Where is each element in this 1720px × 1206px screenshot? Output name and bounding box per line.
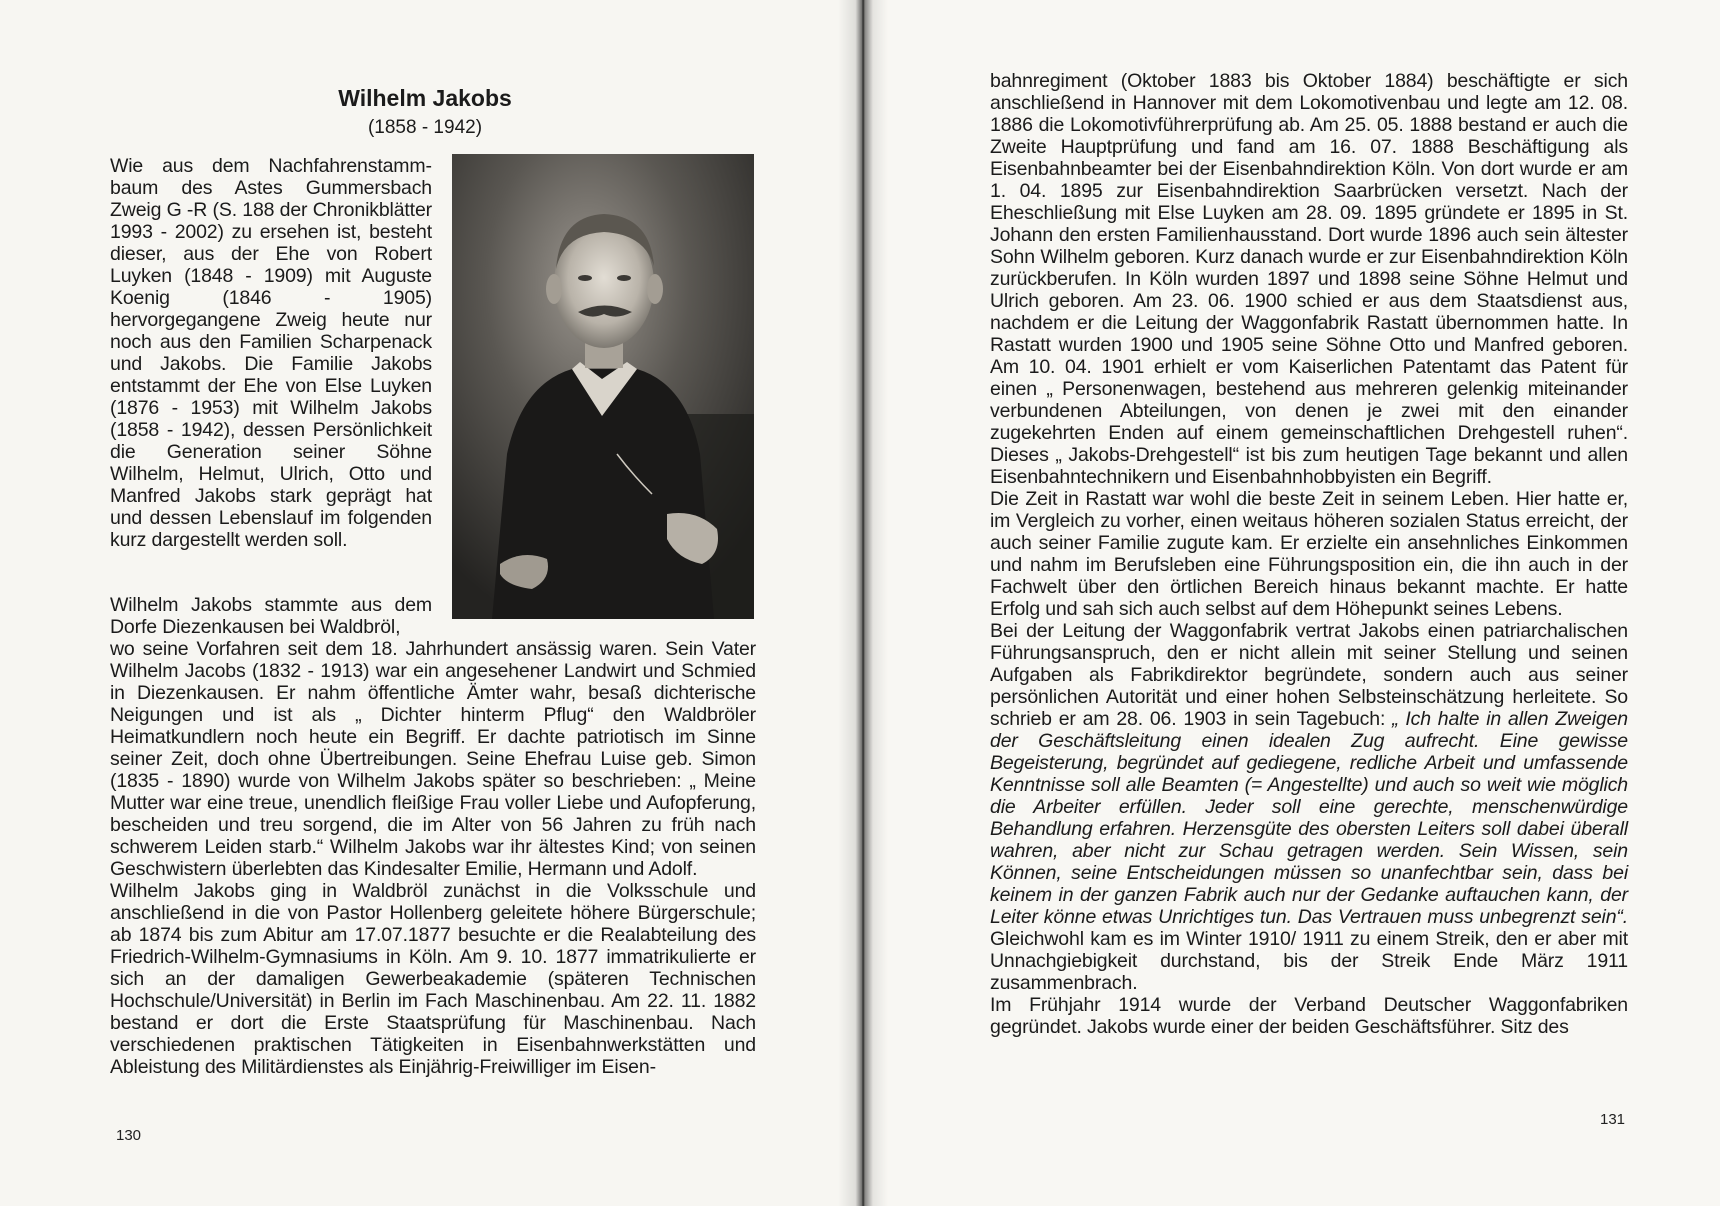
paragraph-career: bahnregiment (Oktober 1883 bis Oktober 1884) beschäftigte er sich anschließend in Hannover mit dem Lokomotivenbau und legte am 12. 08. 1886 die Lokomotivführerprüfung ab. Am 25. 05. 1888 bestand er auch die Zweite Hauptprüfung und fand am 16. 07. 1888 Beschäftigung als Eisenbahnbeamter bei der Eisenbahndirektion Köln. Von dort wurde er am 1. 04. 1895 zur Eisenbahndirektion Saarbrücken versetzt. Nach der Eheschließung mit Else Luyken am 28. 09. 1895 gründete er 1895 in St. Johann den ersten Familienhausstand. Dort wurde 1896 auch sein ältester Sohn Wilhelm geboren. Kurz danach wurde er zur Eisenbahndirektion Köln zurückberufen. In Köln wurden 1897 und 1898 seine Söhne Helmut und Ulrich geboren. Am 23. 06. 1900 schied er aus dem Staatsdienst aus, nachdem er die Leitung der Waggonfabrik Rastatt übernommen hatte. In Rastatt wurden 1900 und 1905 seine Söhne Otto und Manfred geboren. Am 10. 04. 1901 erhielt er vom Kaiserlichen Patentamt das Patent für einen „ Personenwagen, bestehend aus mehreren gelenkig miteinander verbundenen Abteilungen, von denen je zwei mit den einander zugekehrten Enden auf einem gemeinschaftlichen Drehgestell ruhen“. Dieses „ Jakobs-Drehgestell“ ist bis zum heutigen Tage bekannt und allen Eisenbahntechnikern und Eisenbahnhobbyisten ein Begriff. xyxy=(990,70,1628,488)
paragraph-leadership xyxy=(990,620,1628,994)
paragraph-origin-start xyxy=(110,594,432,638)
diary-quote: „ Ich halte in allen Zweigen der Geschäftsleitung einen idealen Zug aufrecht. Eine gewisse Begeisterung, begründet auf gediegene, redliche Arbeit und umfassende Kenntnisse soll alle Beamten (= Angestellte) und auch so weit wie möglich die Arbeiter erfüllen. Jeder soll eine gerechte, menschenwürdige Behandlung erfahren. Herzensgüte des obersten Leiters soll dabei überall wahren, aber nicht zur Schau getragen werden. Sein Wissen, sein Können, seine Entscheidungen müssen so unanfechtbar sein, dass bei keinem in der ganzen Fabrik auch nur der Gedanke auftauchen kann, der Leiter könne etwas Unrichtiges tun. Das Vertrauen muss unbegrenzt sein“. xyxy=(990,708,1628,928)
portrait-photo xyxy=(452,154,754,619)
paragraph-origin-rest: wo seine Vorfahren seit dem 18. Jahrhundert ansässig waren. Sein Vater Wilhelm Jacobs (1832 - 1913) war ein angesehener Landwirt und Schmied in Diezenkausen. Er nahm öffentliche Ämter wahr, besaß dichterische Neigungen und ist als „ Dichter hinterm Pflug“ den Waldbröler Heimatkundlern noch heute ein Begriff. Er dachte patriotisch im Sinne seiner Zeit, doch ohne Übertreibungen. Seine Ehefrau Luise geb. Simon (1835 - 1890) wurde von Wilhelm Jakobs später so beschrieben: „ Meine Mutter war eine treue, unendlich fleißige Frau voller Liebe und Aufopferung, bescheiden und treu sorgend, die im Alter von 56 Jahren zu früh nach schwerem Leiden starb.“ Wilhelm Jakobs war ihr ältestes Kind; von seinen Geschwistern überlebten das Kindesalter Emilie, Hermann und Adolf. xyxy=(110,638,756,880)
left-body-text xyxy=(110,638,756,1078)
paragraph-education: Wilhelm Jakobs ging in Waldbröl zunächst in die Volksschule und anschließend in die von Pastor Hollenberg geleitete höhere Bürgerschule; ab 1874 bis zum Abitur am 17.07.1877 besuchte er die Realabteilung des Friedrich-Wilhelm-Gymnasiums in Köln. Am 9. 10. 1877 immatrikulierte er sich an der damaligen Gewerbeakademie (späteren Technischen Hochschule/Universität) in Berlin im Fach Maschinenbau. Am 22. 11. 1882 bestand er dort die Erste Staatsprüfung für Maschinenbau. Nach verschiedenen praktischen Tätigkeiten in Eisenbahnwerkstätten und Ableistung des Militärdienstes als Einjährig-Freiwilliger im Eisen- xyxy=(110,880,756,1078)
leadership-end: Gleichwohl kam es im Winter 1910/ 1911 zu einem Streik, den er aber mit Unnachgiebigkeit durchstand, bis der Streik Ende März 1911 zusammenbrach. xyxy=(990,928,1628,994)
intro-paragraph xyxy=(110,155,432,551)
page-number-right: 131 xyxy=(1600,1111,1626,1128)
leadership-intro: Bei der Leitung der Waggonfabrik vertrat Jakobs einen patriarchalischen Führungsanspruch, den er nicht allein mit seiner Stellung und seinen Aufgaben als Fabrikdirektor begründete, sondern auch aus seiner persönlichen Autorität und einer hohen Selbsteinschätzung herleitete. So schrieb er am 28. 06. 1903 in sein Tagebuch: xyxy=(990,620,1628,730)
intro-text: Wie aus dem Nachfahrenstammbaum des Astes Gummersbach Zweig G -R (S. 188 der Chronikblätter 1993 - 2002) zu ersehen ist, besteht dieser, aus der Ehe von Robert Luyken (1848 - 1909) mit Auguste Koenig (1846 - 1905) hervorgegangene Zweig heute nur noch aus den Familien Scharpenack und Jakobs. Die Familie Jakobs entstammt der Ehe von Else Luyken (1876 - 1953) mit Wilhelm Jakobs (1858 - 1942), dessen Persönlichkeit die Generation seiner Söhne Wilhelm, Helmut, Ulrich, Otto und Manfred Jakobs stark geprägt hat und dessen Lebenslauf im folgenden kurz dargestellt werden soll. xyxy=(110,155,432,551)
life-dates: (1858 - 1942) xyxy=(367,117,483,138)
page-number-left: 130 xyxy=(116,1127,142,1144)
right-body-text xyxy=(990,70,1628,1038)
paragraph-rastatt: Die Zeit in Rastatt war wohl die beste Zeit in seinem Leben. Hier hatte er, im Vergleich zu vorher, einen weitaus höheren sozialen Status erreicht, der auch seiner Familie zugute kam. Er erzielte ein ansehnliches Einkommen und nahm im Berufsleben eine Führungsposition ein, die ihn auch in der Fachwelt über den örtlichen Bereich hinaus bekannt machte. Er hatte Erfolg und sah sich auch selbst auf dem Höhepunkt seines Lebens. xyxy=(990,488,1628,620)
portrait-image xyxy=(452,154,754,619)
paragraph-origin-start-text: Wilhelm Jakobs stammte aus dem Dorfe Diezenkausen bei Waldbröl, xyxy=(110,594,432,638)
book-gutter xyxy=(838,0,888,1206)
paragraph-association: Im Frühjahr 1914 wurde der Verband Deutscher Waggonfabriken gegründet. Jakobs wurde einer der beiden Geschäftsführer. Sitz des xyxy=(990,994,1628,1038)
article-title: Wilhelm Jakobs xyxy=(338,85,512,111)
